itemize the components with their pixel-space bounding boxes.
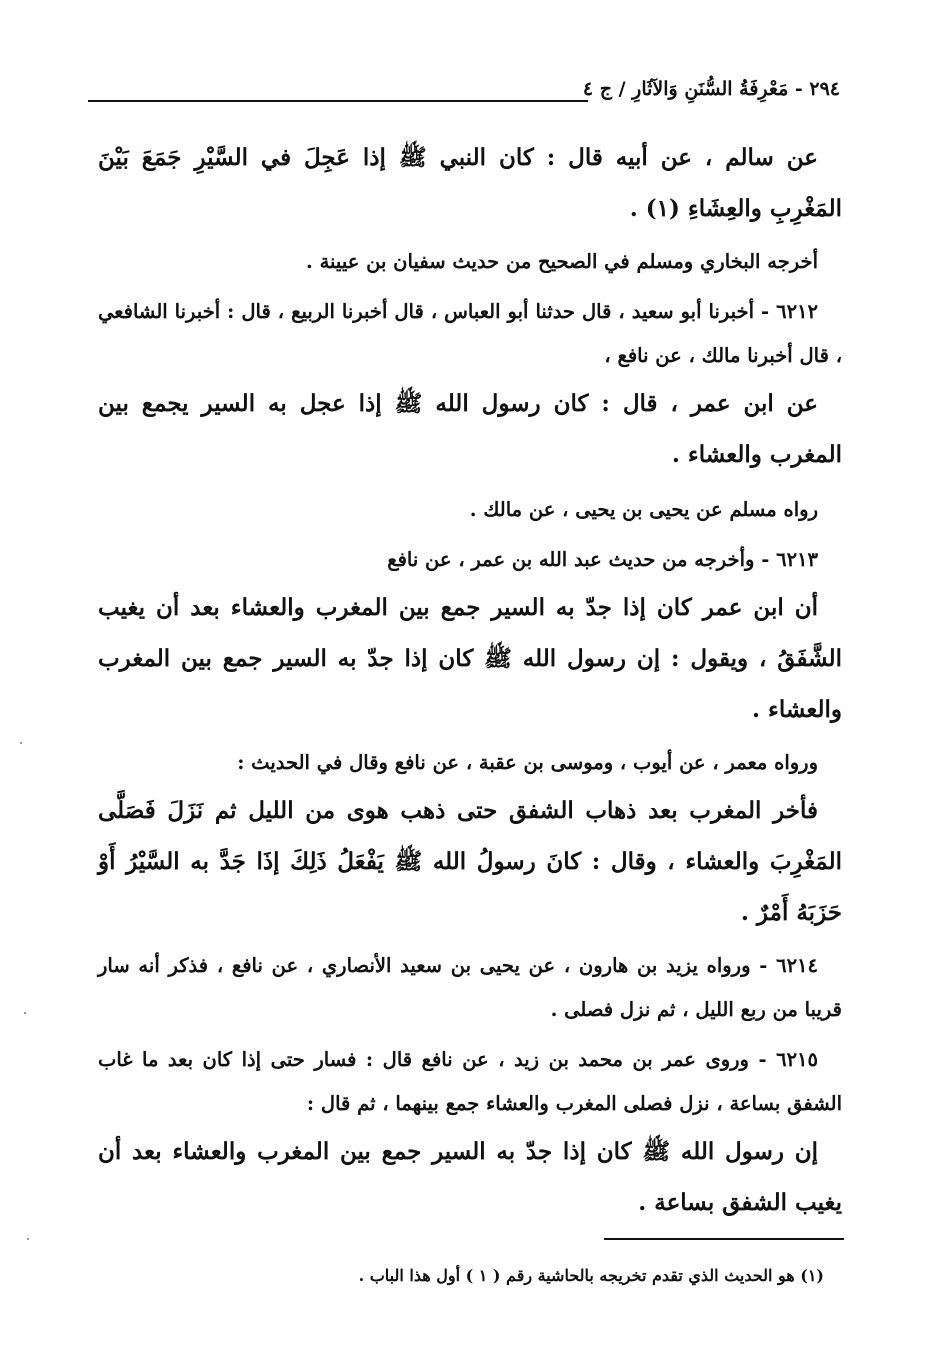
scan-speck	[20, 742, 22, 744]
hadith-text-mamar: فأخر المغرب بعد ذهاب الشفق حتى ذهب هوى من الليل ثم نَزَلَ فَصَلَّى المَغْرِبَ والعشاء ، وقال : كانَ رسولُ الله ﷺ يَفْعَلُ ذَلِكَ إذَا جَدَّ به السَّيْرُ أَوْ حَزَبَهُ أَمْرٌ .	[98, 797, 842, 926]
isnad-6212: ٦٢١٢ - أخبرنا أبو سعيد ، قال حدثنا أبو العباس ، قال أخبرنا الربيع ، قال : أخبرنا الشافعي ، قال أخبرنا مالك ، عن نافع ،	[98, 300, 842, 367]
running-header: ٢٩٤ - مَعْرِفَةُ السُّنَنِ وَالآثَارِ / ج ٤	[582, 78, 840, 100]
hadith-text-6212: عن ابن عمر ، قال : كان رسول الله ﷺ إذا عجل به السير يجمع بين المغرب والعشاء .	[98, 390, 842, 468]
header-rule	[88, 100, 588, 102]
footnote-rule	[604, 1238, 844, 1240]
main-text	[98, 132, 842, 1228]
isnad-6215: ٦٢١٥ - وروى عمر بن محمد بن زيد ، عن نافع قال : فسار حتى إذا كان بعد ما غاب الشفق بساعة ، نزل فصلى المغرب والعشاء جمع بينهما ، ثم قال :	[98, 1048, 842, 1115]
scan-speck	[24, 1012, 26, 1014]
hadith-text-1: عن سالم ، عن أبيه قال : كان النبي ﷺ إذا عَجِلَ في السَّيْرِ جَمَعَ بَيْنَ المَغْرِبِ والعِشَاءِ (١) .	[98, 144, 842, 222]
hadith-text-6213: أن ابن عمر كان إذا جدّ به السير جمع بين المغرب والعشاء بعد أن يغيب الشَّفَقُ ، ويقول : إن رسول الله ﷺ كان إذا جدّ به السير جمع بين المغرب والعشاء .	[98, 594, 842, 723]
isnad-6214: ٦٢١٤ - ورواه يزيد بن هارون ، عن يحيى بن سعيد الأنصاري ، عن نافع ، فذكر أنه سار قريبا من ربع الليل ، ثم نزل فصلى .	[98, 954, 842, 1021]
isnad-6213: ٦٢١٣ - وأخرجه من حديث عبد الله بن عمر ، عن نافع	[387, 548, 818, 571]
scan-speck	[27, 1238, 29, 1240]
footnote: (١) هو الحديث الذي تقدم تخريجه بالحاشية رقم ( ١ ) أول هذا الباب .	[358, 1266, 824, 1285]
riwaya-mamar: ورواه معمر ، عن أيوب ، وموسى بن عقبة ، عن نافع وقال في الحديث :	[237, 751, 818, 774]
hadith-text-6215: إن رسول الله ﷺ كان إذا جدّ به السير جمع بين المغرب والعشاء بعد أن يغيب الشفق بساعة .	[98, 1138, 842, 1216]
takhrij-note-1: أخرجه البخاري ومسلم في الصحيح من حديث سفيان بن عيينة .	[306, 250, 818, 273]
takhrij-note-2: رواه مسلم عن يحيى بن يحيى ، عن مالك .	[469, 498, 818, 521]
